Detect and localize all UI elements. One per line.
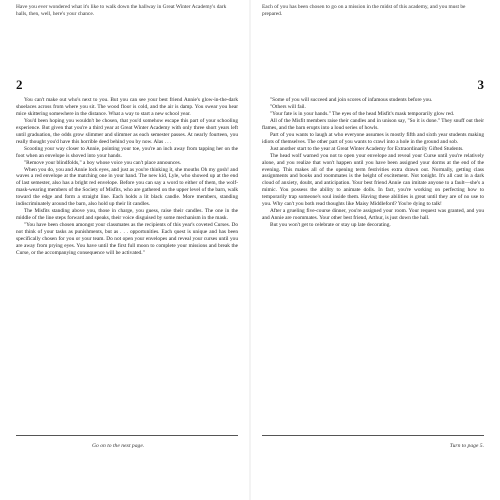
left-paragraph: You can't make out who's next to you. But you can see your best friend Annie's glow-in-the-dark shoelaces across from where you sit. The wood floor is cold, and the air is damp. You swear you hear mice skittering somewhere in the distance. What a way to start a new school year. <box>16 97 238 117</box>
left-page-body <box>16 97 238 257</box>
right-paragraph: "Some of you will succeed and join scores of infamous students before you. <box>270 97 433 103</box>
right-paragraph: Part of you wants to laugh at who everyone assumes is mostly fifth and sixth year students making idiots of themselves. The other part of you wants to crawl into a hole in the ground and sob. <box>262 131 484 145</box>
right-footer-turn: Turn to page 5. <box>449 443 484 449</box>
left-paragraph: The Misfits standing above you, those in charge, you guess, raise their candles. The one in the middle of the line steps forward and speaks, their voice disguised by some mechanism in the mask. <box>16 208 238 222</box>
left-paragraph: "You have been chosen amongst your classmates as the recipients of this year's coveted Curses. Do not think of your tasks as punishments, but as . . . opportunities. Each quest is unique and has been specifically chosen for you or your team. Do not open your envelopes and reveal your curses until you are away from prying eyes. You have until the first full moon to complete your missions and break the Curse, or the accompanying consequence will be activated." <box>16 222 238 256</box>
left-page-number: 2 <box>16 77 23 92</box>
left-footer-rule <box>16 435 238 436</box>
right-paragraph: The head wolf warned you not to open your envelope and reveal your Curse until you're relatively alone, and you realize that won't happen until you have been assigned your dorms at the end of the evening. This makes all of the opening term festivities extra drawn out. Normally, getting class assignments and books and roommates is the height of excitement. Not tonight. It's all cast in a dark cloud of anxiety, doubt, and anticipation. Your best friend Annie can imitate anyone to a fault—she's a mimic. You possess the ability to animate dolls. In fact, you're working on perfecting how to temporarily trap someone's soul inside them. Having these abilities is great until they are of no use to you. Why can't you both read thoughts like Maisy Middleford? You're dying to talk! <box>262 152 484 208</box>
right-footer-rule <box>262 435 484 436</box>
right-page-body <box>262 97 484 229</box>
right-paragraph: "Your fate is in your hands." The eyes of the head Misfit's mask temporarily glow red. <box>270 110 455 117</box>
right-paragraph: But you won't get to celebrate or stay up late decorating. <box>270 222 391 229</box>
right-top-text: Each of you has been chosen to go on a mission in the midst of this academy, and you must be prepared. <box>262 4 466 17</box>
left-paragraph: "Remove your blindfolds," a boy whose voice you can't place announces. <box>24 159 181 166</box>
left-paragraph: You'd been hoping you wouldn't be chosen, that you'd somehow escape this part of your schooling experience. But given that you're a third year at Great Winter Academy with only three short years left until graduation, the odds grow slimmer and slimmer as each semester passes. At nearly fourteen, you really thought you'd have this horrible deed behind you by now. Alas . . . <box>16 117 238 145</box>
left-paragraph: Scooting your way closer to Annie, pointing your toe, you're an inch away from tapping her on the foot when an envelope is shoved into your hands. <box>16 145 238 159</box>
right-paragraph: All of the Misfit members raise their candles and in unison say, "So it is done." They snuff out their flames, and the barn erupts into a loud series of howls. <box>262 117 484 131</box>
left-top-text: Have you ever wondered what it's like to walk down the hallway in Great Winter Academy's dark halls, then, well, here's your chance. <box>16 4 227 17</box>
left-paragraph: When you do, you and Annie lock eyes, and just as you're thinking it, she mouths Oh my gosh! and waves a red envelope at the matching one in your hand. The new kid, Lyle, who showed up at the end of last semester, also has a bright red envelope. Before you can say a word to either of them, the wolf-mask-wearing members of the Society of Misfits, who are gathered on the upper level of the barn, walk toward the edge and form a straight line. Each holds a lit black candle. More members, standing indiscriminately around the barn, also hold up their lit candles. <box>16 166 238 208</box>
book-gutter <box>249 0 251 500</box>
right-paragraph: After a grueling five-course dinner, you're assigned your room. Your request was granted, and you and Annie are roommates. Your other best friend, Arthur, is just down the hall. <box>262 208 484 222</box>
right-page-number: 3 <box>477 77 484 92</box>
right-paragraph: "Others will fail. <box>270 103 306 110</box>
right-paragraph: Just another start to the year at Great Winter Academy for Extraordinarily Gifted Students. <box>270 145 464 152</box>
left-footer-next: Go on to the next page. <box>92 443 145 449</box>
